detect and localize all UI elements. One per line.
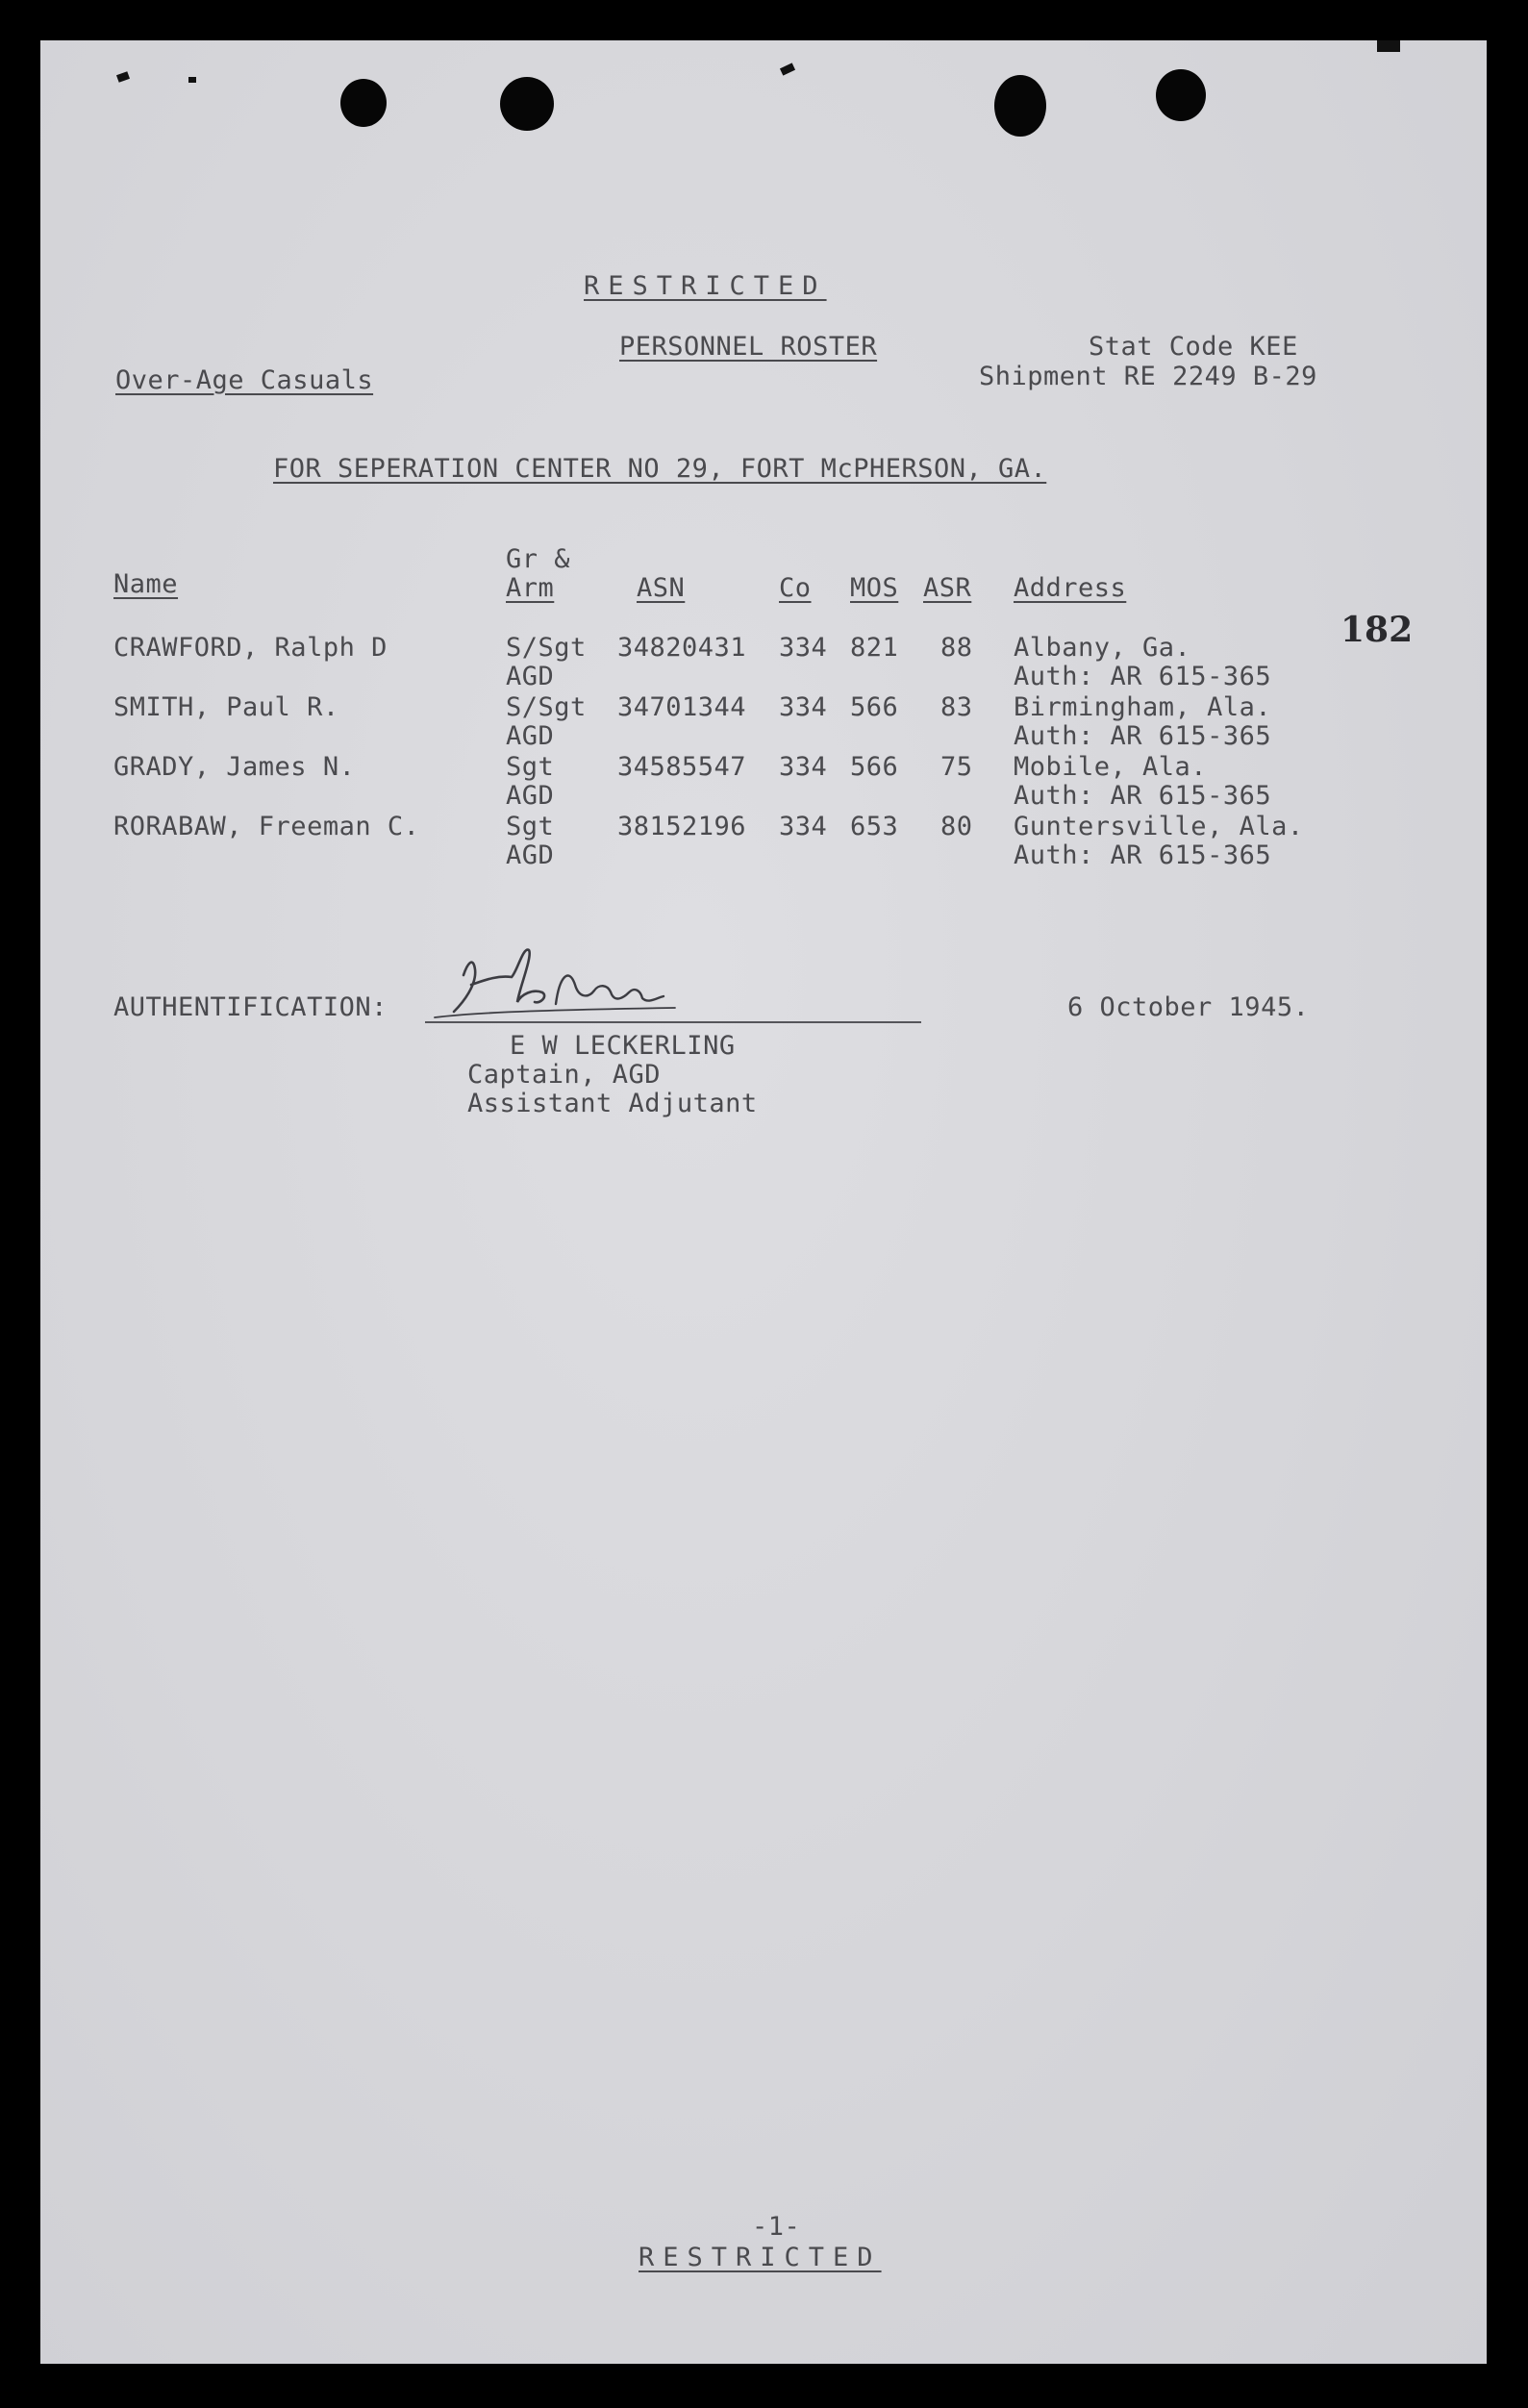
- page-number: -1-: [752, 2212, 801, 2242]
- row-asr: 83: [940, 692, 973, 722]
- row-arm: AGD: [506, 840, 555, 870]
- row-grade: S/Sgt: [506, 633, 587, 663]
- roster-title: PERSONNEL ROSTER: [619, 332, 878, 362]
- col-header-grade-bottom: Arm: [506, 573, 555, 603]
- destination-line: FOR SEPERATION CENTER NO 29, FORT McPHERSON, GA.: [273, 454, 1047, 484]
- row-grade: Sgt: [506, 812, 555, 841]
- punch-hole: [340, 79, 387, 127]
- col-header-mos: MOS: [850, 573, 899, 603]
- stat-code: Stat Code KEE: [1089, 332, 1298, 362]
- row-arm: AGD: [506, 721, 555, 751]
- document-page: [40, 40, 1487, 2364]
- row-auth: Auth: AR 615-365: [1014, 721, 1272, 751]
- authentication-label: AUTHENTIFICATION:: [113, 992, 388, 1022]
- row-name: RORABAW, Freeman C.: [113, 812, 420, 841]
- punch-hole: [994, 75, 1046, 137]
- classification-top: RESTRICTED: [584, 271, 827, 301]
- col-header-name: Name: [113, 569, 179, 599]
- shipment: Shipment RE 2249 B-29: [979, 362, 1317, 391]
- row-arm: AGD: [506, 781, 555, 811]
- col-header-grade-top: Gr &: [506, 544, 571, 574]
- row-co: 334: [779, 633, 828, 663]
- row-auth: Auth: AR 615-365: [1014, 662, 1272, 691]
- handwritten-signature: [425, 917, 714, 1023]
- row-asn: 34701344: [617, 692, 747, 722]
- punch-hole: [1156, 69, 1206, 121]
- speck: [188, 77, 196, 83]
- row-co: 334: [779, 752, 828, 782]
- row-name: SMITH, Paul R.: [113, 692, 339, 722]
- row-mos: 821: [850, 633, 899, 663]
- signer-name: E W LECKERLING: [510, 1031, 736, 1061]
- row-asn: 38152196: [617, 812, 747, 841]
- signer-rank: Captain, AGD: [467, 1060, 662, 1090]
- col-header-address: Address: [1014, 573, 1127, 603]
- row-asr: 75: [940, 752, 973, 782]
- row-grade: S/Sgt: [506, 692, 587, 722]
- row-co: 334: [779, 812, 828, 841]
- col-header-asn: ASN: [637, 573, 686, 603]
- row-co: 334: [779, 692, 828, 722]
- row-asr: 88: [940, 633, 973, 663]
- speck: [780, 63, 795, 75]
- speck: [116, 71, 130, 83]
- col-header-co: Co: [779, 573, 812, 603]
- col-header-asr: ASR: [923, 573, 972, 603]
- row-asn: 34820431: [617, 633, 747, 663]
- signer-title: Assistant Adjutant: [467, 1089, 758, 1118]
- row-mos: 566: [850, 692, 899, 722]
- row-asr: 80: [940, 812, 973, 841]
- group-label: Over-Age Casuals: [115, 365, 374, 395]
- authentication-date: 6 October 1945.: [1067, 992, 1310, 1022]
- classification-bottom: RESTRICTED: [639, 2243, 882, 2272]
- row-arm: AGD: [506, 662, 555, 691]
- row-address: Guntersville, Ala.: [1014, 812, 1304, 841]
- row-mos: 566: [850, 752, 899, 782]
- speck: [1377, 40, 1400, 52]
- row-mos: 653: [850, 812, 899, 841]
- row-name: CRAWFORD, Ralph D: [113, 633, 388, 663]
- row-name: GRADY, James N.: [113, 752, 356, 782]
- row-auth: Auth: AR 615-365: [1014, 840, 1272, 870]
- row-address: Albany, Ga.: [1014, 633, 1191, 663]
- page-number-stamp: 182: [1340, 610, 1414, 650]
- row-grade: Sgt: [506, 752, 555, 782]
- row-asn: 34585547: [617, 752, 747, 782]
- row-address: Birmingham, Ala.: [1014, 692, 1272, 722]
- punch-hole: [500, 77, 554, 131]
- row-auth: Auth: AR 615-365: [1014, 781, 1272, 811]
- row-address: Mobile, Ala.: [1014, 752, 1208, 782]
